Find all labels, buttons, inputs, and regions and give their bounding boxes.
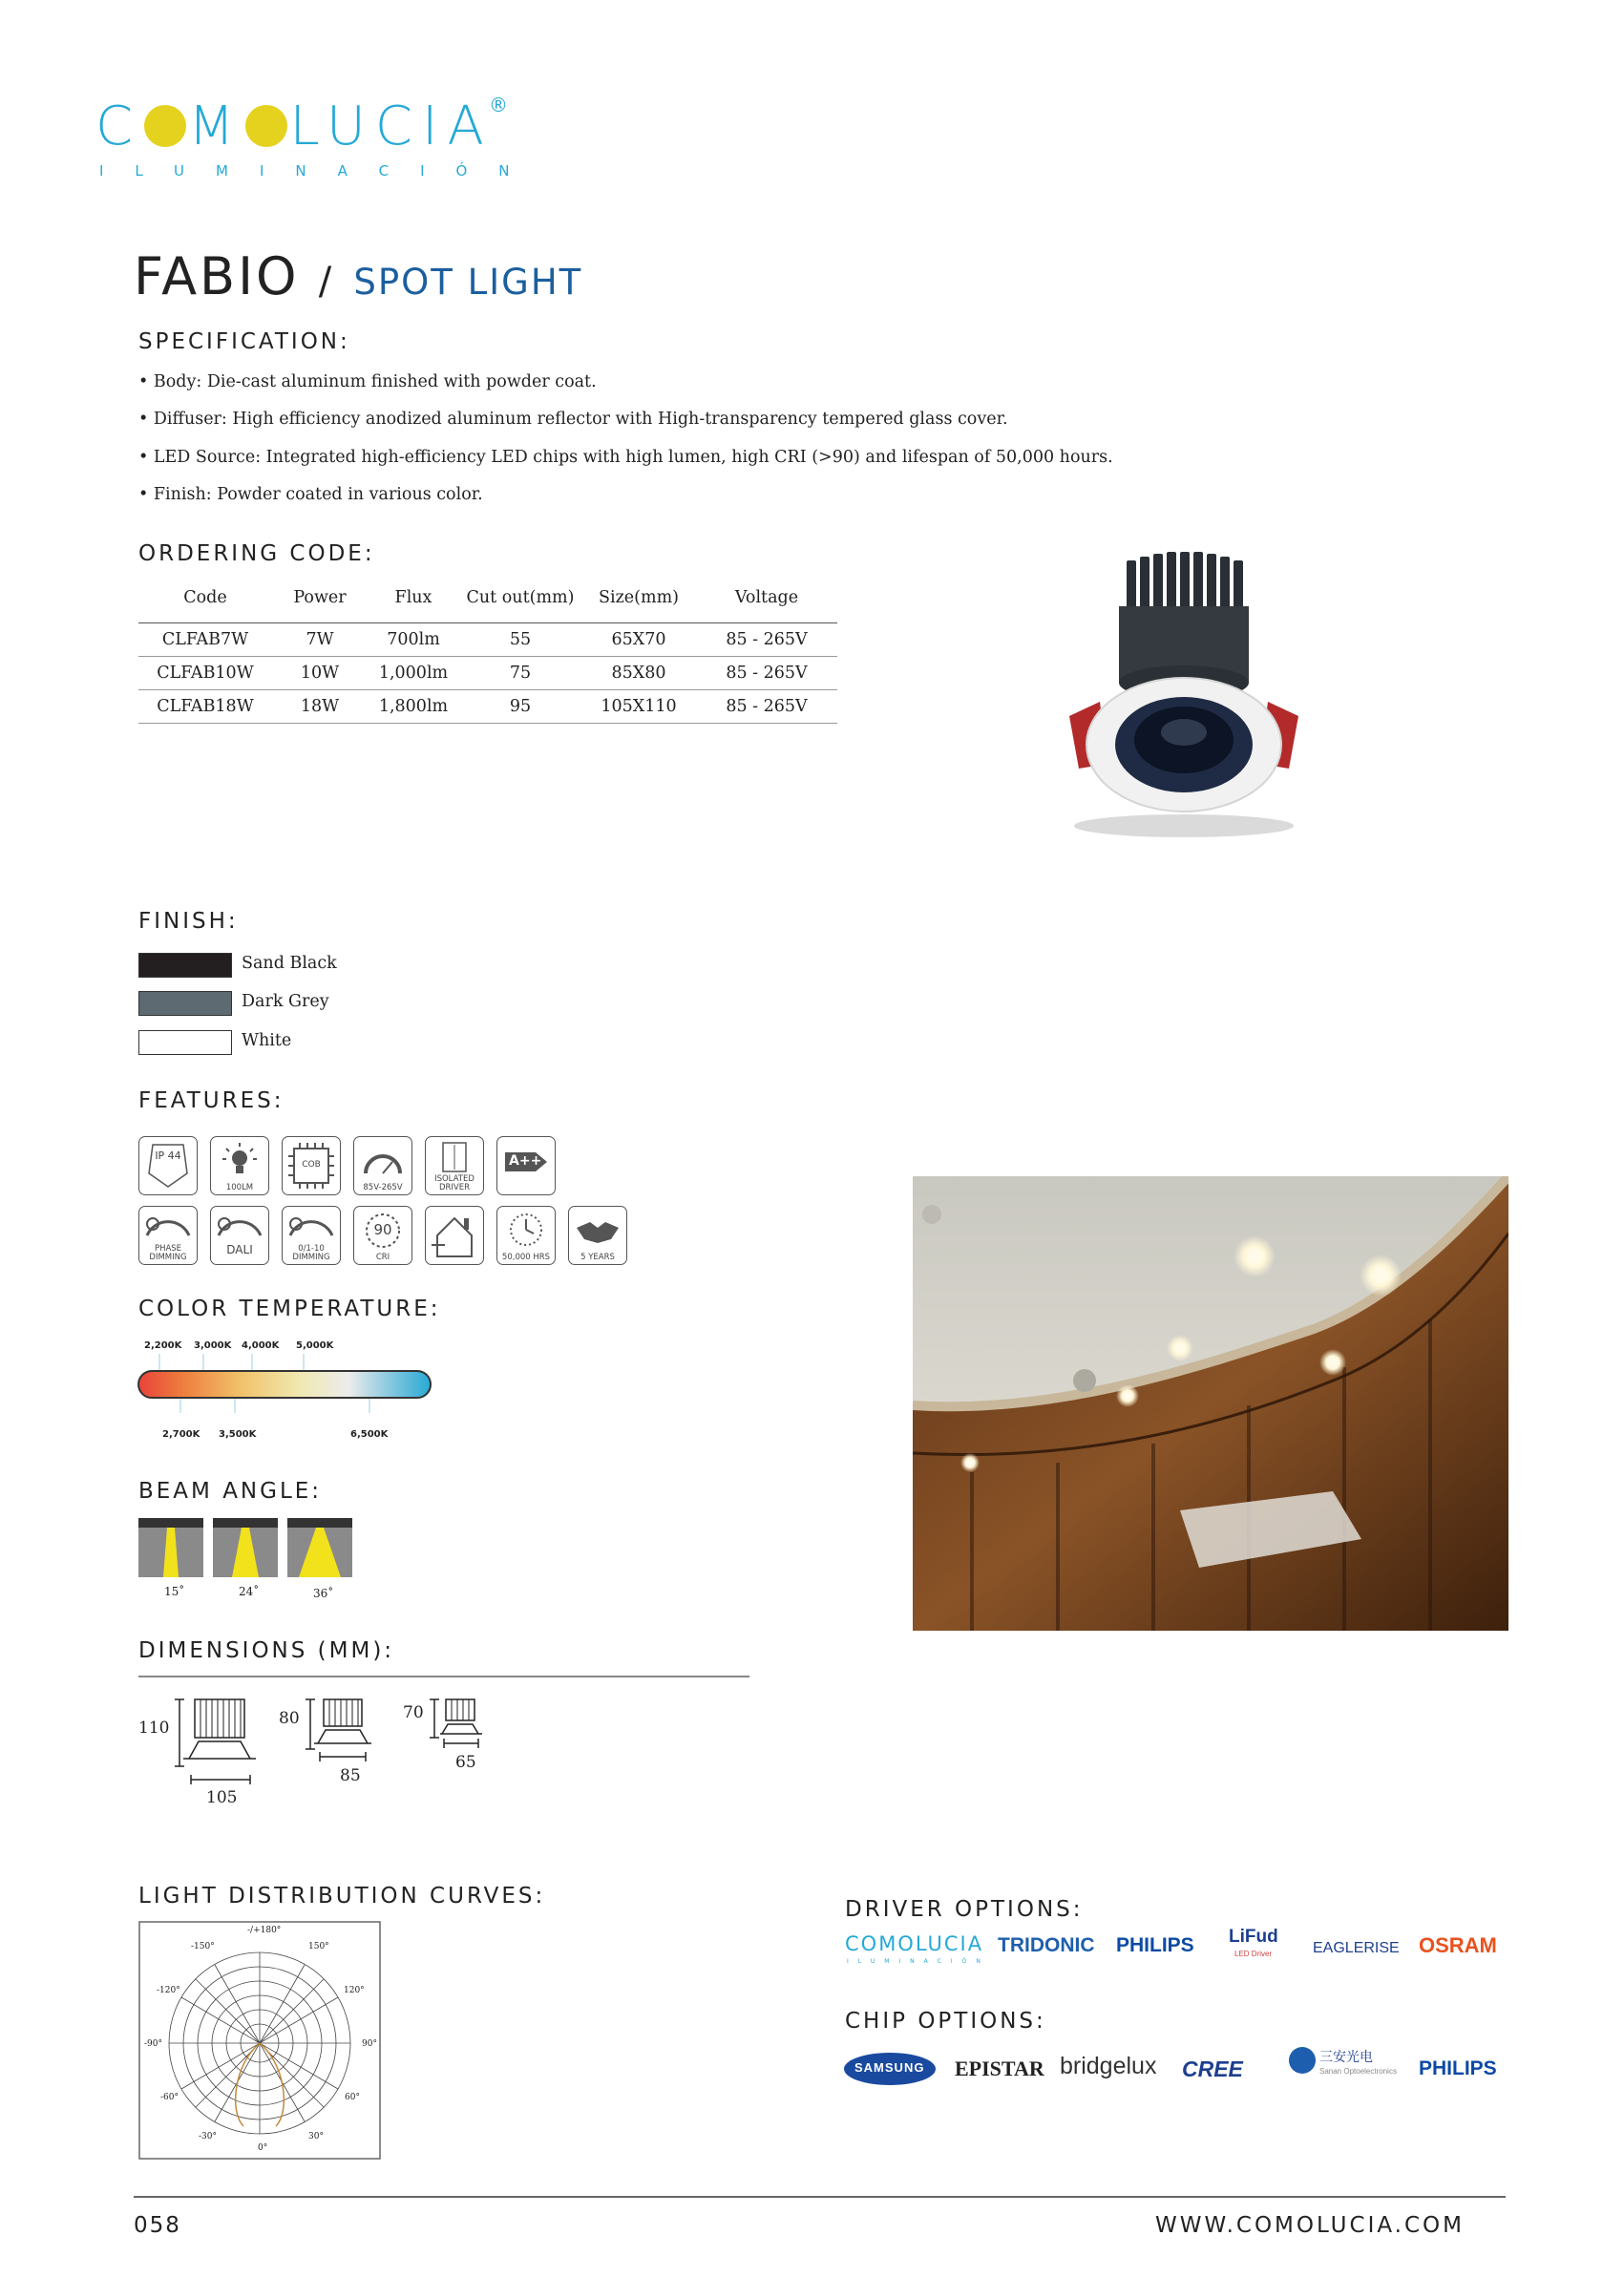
warranty-handshake-icon [568,1206,627,1265]
column-header: Cut out(mm) [459,573,581,623]
chip-logo-sanan-mark [1289,2047,1316,2074]
title-separator: / [318,260,335,304]
polar-label: -60° [160,2093,179,2102]
dimension-height: 70 [403,1703,424,1722]
table-cell: 105X110 [581,690,696,724]
dimensions-heading: DIMENSIONS (MM): [138,1638,395,1663]
table-cell: 18W [272,690,368,724]
spec-item: • Finish: Powder coated in various color. [138,485,483,504]
spec-item: • Body: Die-cast aluminum finished with powder coat. [138,372,597,391]
light-distribution-chart [138,1921,381,2160]
cri-label: CRI [375,1253,390,1262]
table-cell: CLFAB10W [138,657,272,690]
driver-logo-philips: PHILIPS [1116,1934,1194,1956]
ct-label-bottom: 6,500K [350,1429,389,1440]
ct-label-top: 3,000K [194,1340,232,1351]
driver-logo-eaglerise: EAGLERISE [1313,1940,1400,1956]
chip-logo-sanan-sub: Sanan Optoelectronics [1319,2067,1397,2076]
swatch-dark-grey [138,991,232,1016]
table-cell: 1,800lm [368,690,459,724]
chip-logo-philips: PHILIPS [1419,2057,1497,2079]
lifespan-label: 50,000 HRS [501,1253,551,1262]
chip-logo-sanan: 三安光电 [1319,2050,1373,2065]
driver-logo-comolucia: COMOLUCIA [845,1932,984,1955]
dimension-height: 110 [138,1719,170,1738]
ordering-table [138,573,837,724]
color-temperature-scale [137,1354,434,1428]
table-cell: 75 [459,657,581,690]
ct-label-bottom: 2,700K [162,1429,200,1440]
polar-label: 0° [258,2143,268,2153]
chip-logo-epistar: EPISTAR [955,2057,1044,2080]
lifespan-icon [496,1206,556,1265]
lumen-label: 100LM [225,1183,254,1192]
table-cell: 95 [459,690,581,724]
voltage-icon [353,1136,412,1195]
table-cell: 55 [459,623,581,657]
chip-logo-bridgelux: bridgelux [1060,2053,1157,2079]
cob-label: COB [302,1160,321,1170]
isolated-driver-label: ISOLATED DRIVER [434,1174,475,1192]
table-row [138,657,837,690]
table-cell: 7W [272,623,368,657]
column-header: Size(mm) [581,573,696,623]
cob-chip-icon [282,1136,341,1195]
spec-item: • Diffuser: High efficiency anodized aluminum reflector with High-transparency tempered glass cover. [138,410,1008,429]
product-category: SPOT LIGHT [353,262,583,303]
energy-class-icon [496,1136,556,1195]
registered-mark: ® [489,94,508,116]
chip-options-heading: CHIP OPTIONS: [845,2009,1046,2034]
footer-divider [134,2196,1506,2198]
ordering-heading: ORDERING CODE: [138,541,375,566]
page-number: 058 [134,2213,181,2238]
polar-label: 120° [344,1986,365,1995]
dimension-height: 80 [279,1709,300,1728]
energy-class-label: A++ [509,1153,542,1169]
table-cell: 1,000lm [368,657,459,690]
cri-icon [353,1206,412,1265]
finish-heading: FINISH: [138,909,239,934]
polar-label: 30° [308,2132,324,2141]
beam-angle-heading: BEAM ANGLE: [138,1479,323,1504]
table-cell: 85 - 265V [696,623,837,657]
finish-label: Dark Grey [242,992,329,1011]
polar-label: -150° [191,1942,215,1951]
polar-label: -90° [144,2039,162,2049]
dimming-0-10-label: 0/1-10 DIMMING [292,1244,330,1262]
column-header: Voltage [696,573,837,623]
finish-label: White [242,1031,292,1050]
polar-label: 60° [345,2093,360,2102]
driver-logo-osram: OSRAM [1419,1933,1497,1957]
table-cell: 85 - 265V [696,657,837,690]
table-row [138,623,837,657]
brand-subtitle: ILUMINACIÓN [99,162,541,179]
polar-label: -120° [157,1986,180,1995]
application-photo [913,1176,1508,1631]
table-cell: 700lm [368,623,459,657]
product-image [1050,549,1318,845]
brand-logo-text: C M LUCIA [95,95,494,158]
driver-logo-comolucia-sub: ILUMINACIÓN [847,1958,990,1965]
swatch-white [138,1030,232,1055]
chip-logo-samsung: SAMSUNG [854,2060,925,2075]
table-cell: 85 - 265V [696,690,837,724]
spec-item: • LED Source: Integrated high-efficiency LED chips with high lumen, high CRI (>90) and lifespan of 50,000 hours. [138,448,1113,467]
driver-logo-lifud: LiFud [1229,1927,1278,1947]
warranty-label: 5 YEARS [580,1253,615,1262]
brand-logo [95,95,494,158]
polar-label: -30° [199,2132,217,2141]
isolated-driver-icon [425,1136,484,1195]
table-row [138,690,837,724]
ct-label-bottom: 3,500K [219,1429,257,1440]
column-header: Power [272,573,368,623]
dimming-0-10-icon [282,1206,341,1265]
dimension-width: 85 [340,1766,361,1785]
swatch-sand-black [138,953,232,978]
driver-logo-lifud-sub: LED Driver [1234,1950,1273,1958]
dimension-drawings [172,1692,496,1797]
polar-label: -/+180° [247,1926,282,1935]
ct-label-top: 4,000K [242,1340,280,1351]
beam-angle-label: 36˚ [313,1587,334,1600]
dali-label: DALI [226,1243,253,1256]
driver-logo-tridonic: TRIDONIC [998,1934,1095,1956]
ct-label-top: 2,200K [144,1340,182,1351]
dimension-width: 105 [206,1788,238,1807]
polar-label: 150° [308,1942,329,1951]
phase-dimming-icon [138,1206,198,1265]
lumen-icon [210,1136,269,1195]
ip44-icon [138,1136,198,1195]
product-title [134,246,582,306]
beam-angle-label: 15˚ [164,1585,185,1598]
indoor-house-icon [425,1206,484,1265]
column-header: Flux [368,573,459,623]
dimensions-divider [138,1676,749,1677]
driver-options-heading: DRIVER OPTIONS: [845,1897,1084,1922]
cri-value: 90 [373,1221,392,1238]
voltage-label: 85V-265V [363,1183,403,1192]
column-header: Code [138,573,272,623]
table-header-row [138,573,837,623]
phase-dimming-label: PHASE DIMMING [149,1244,187,1262]
table-cell: 10W [272,657,368,690]
finish-label: Sand Black [242,954,337,973]
table-cell: 85X80 [581,657,696,690]
table-cell: CLFAB18W [138,690,272,724]
features-heading: FEATURES: [138,1088,285,1113]
dimension-width: 65 [455,1753,476,1772]
table-cell: CLFAB7W [138,623,272,657]
dali-icon [210,1206,269,1265]
table-cell: 65X70 [581,623,696,657]
light-distribution-heading: LIGHT DISTRIBUTION CURVES: [138,1884,546,1909]
specification-heading: SPECIFICATION: [138,329,350,354]
beam-angle-diagrams [138,1518,358,1585]
footer-website-link[interactable]: WWW.COMOLUCIA.COM [1155,2213,1466,2238]
ip44-label: IP 44 [155,1150,181,1162]
beam-angle-label: 24˚ [239,1585,260,1598]
product-name: FABIO [134,246,300,306]
polar-label: 90° [362,2039,377,2049]
color-temperature-heading: COLOR TEMPERATURE: [138,1297,441,1321]
chip-logo-cree: CREE [1182,2057,1243,2081]
ct-label-top: 5,000K [296,1340,334,1351]
